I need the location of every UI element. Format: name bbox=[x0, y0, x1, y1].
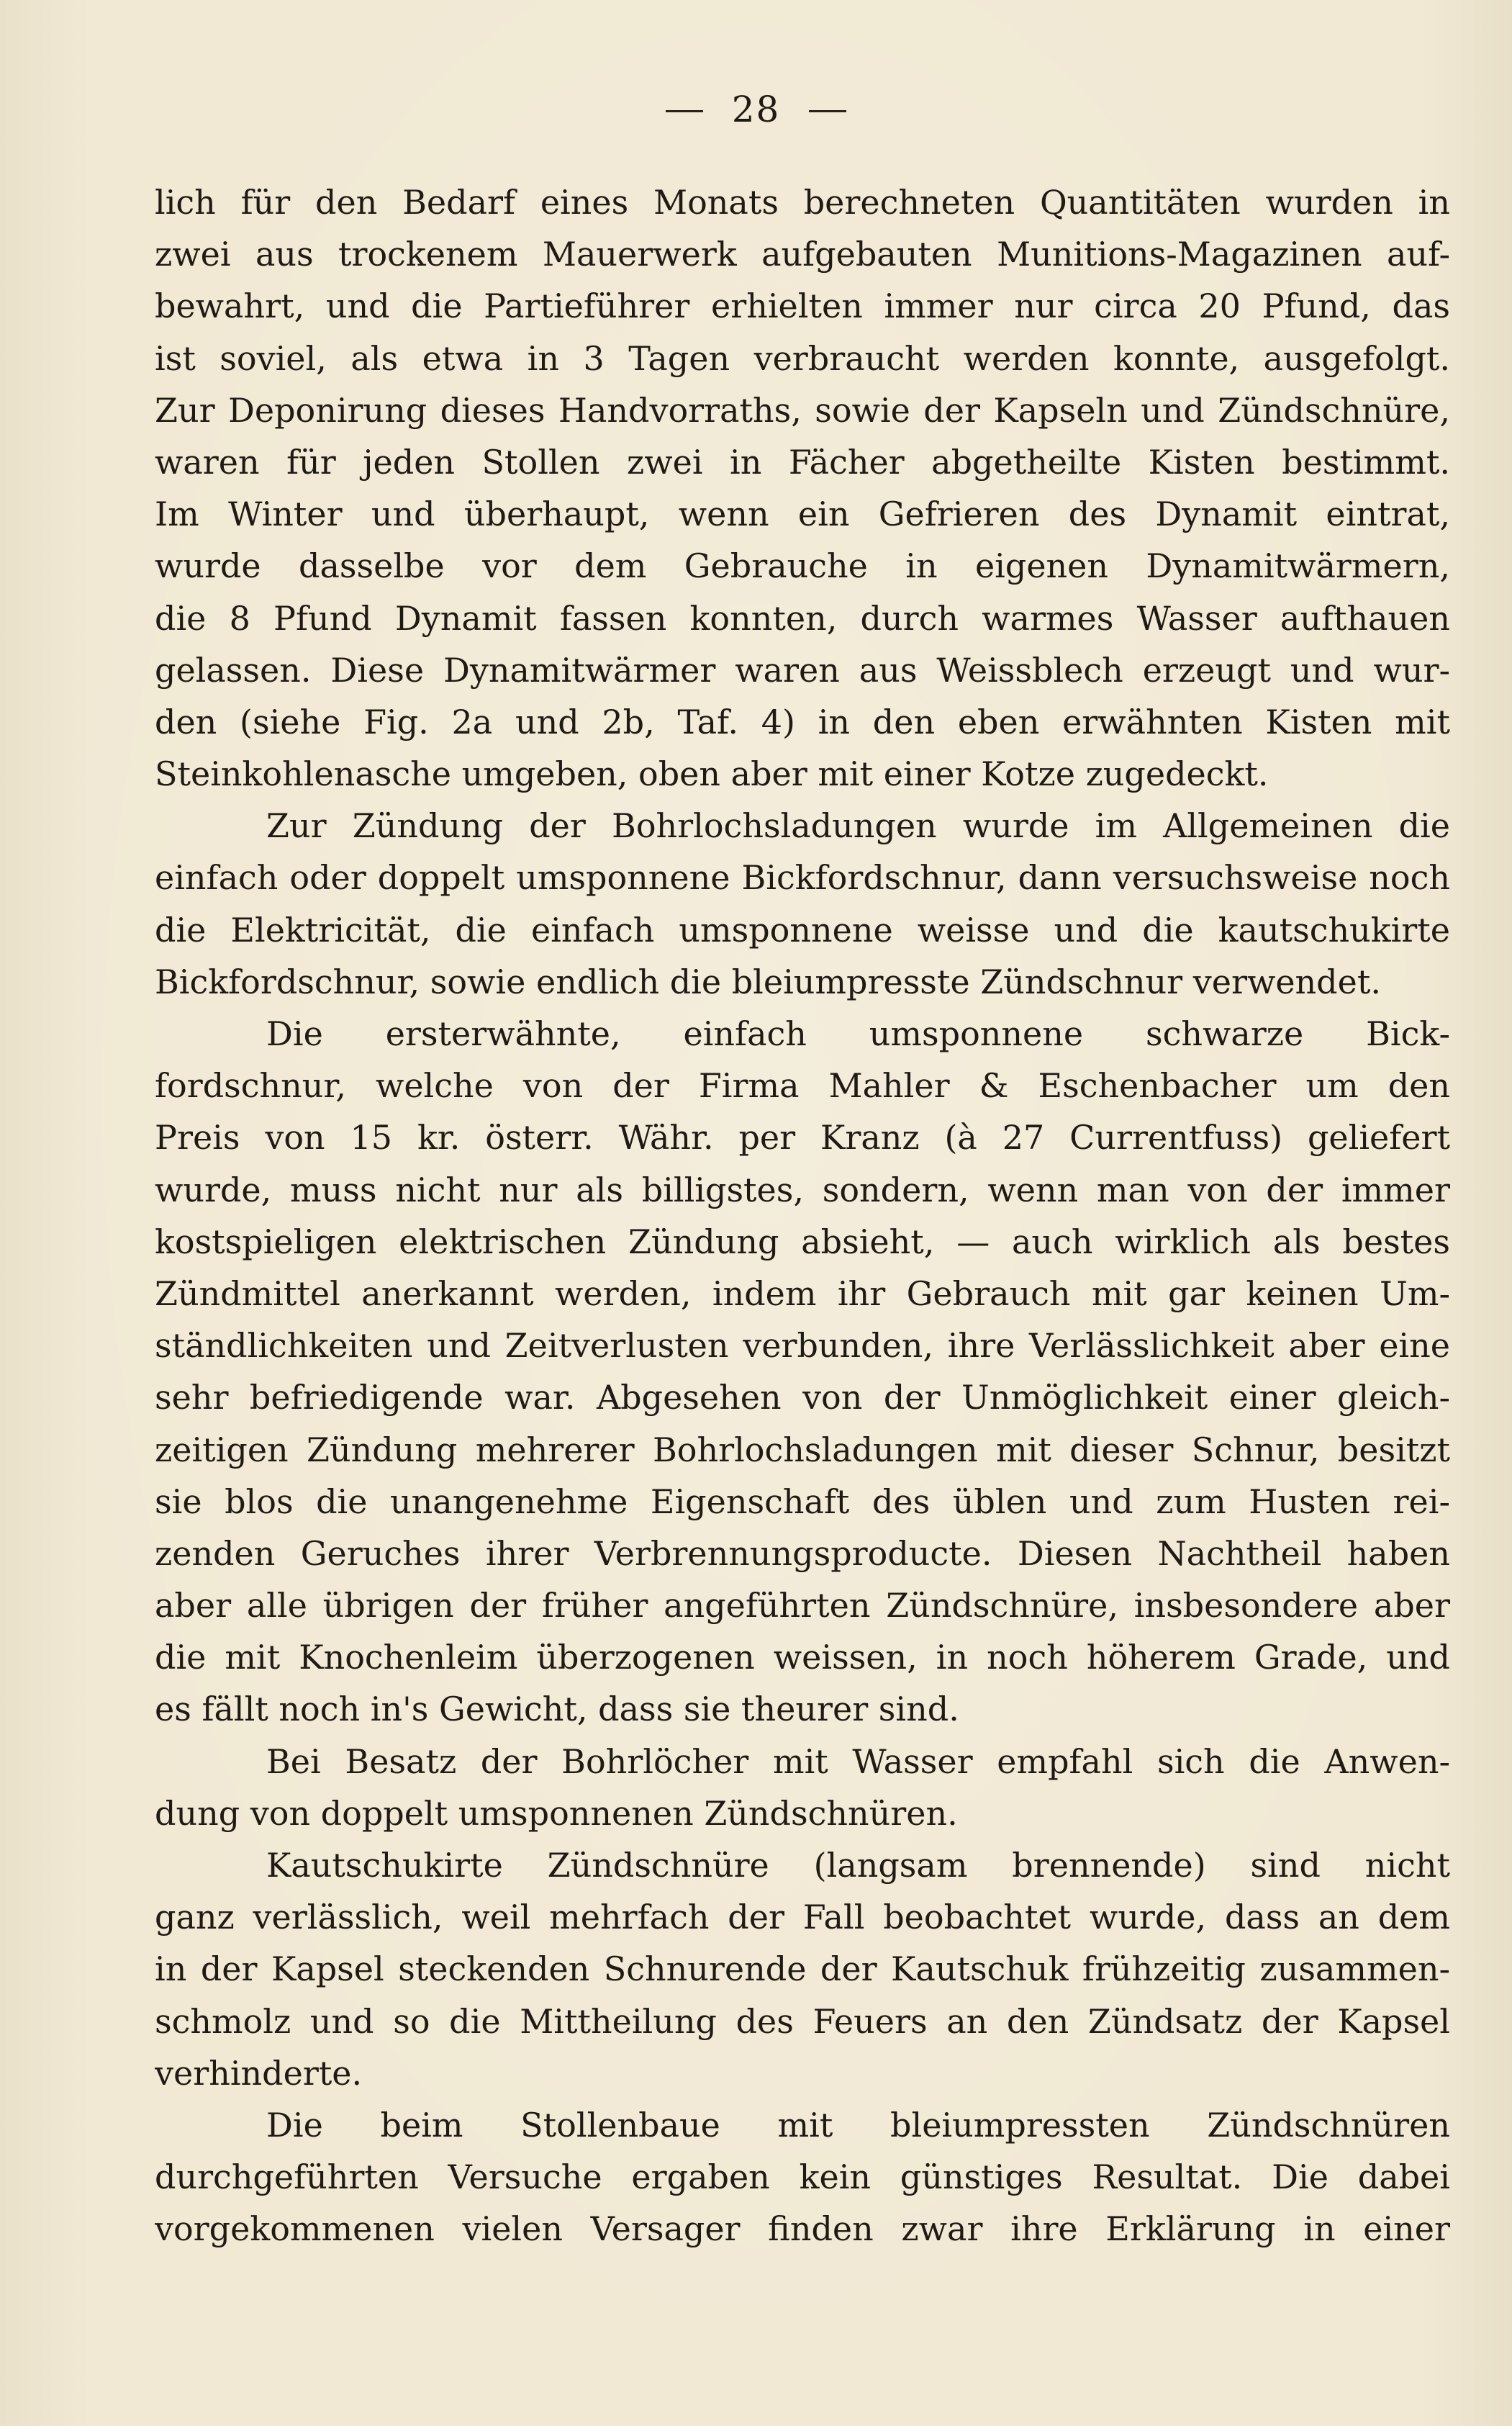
text-line: wurde dasselbe vor dem Gebrauche in eigenen Dynamitwärmern, bbox=[155, 546, 1450, 586]
text-line: sie blos die unangenehme Eigenschaft des üblen und zum Husten rei- bbox=[155, 1482, 1450, 1521]
text-line: einfach oder doppelt umsponnene Bickfordschnur, dann versuchsweise noch bbox=[155, 858, 1450, 898]
text-line: in der Kapsel steckenden Schnurende der Kautschuk frühzeitig zusammen- bbox=[155, 1949, 1450, 1989]
text-line: vorgekommenen vielen Versager finden zwar ihre Erklärung in einer bbox=[155, 2209, 1450, 2249]
text-line: kostspieligen elektrischen Zündung absieht, — auch wirklich als bestes bbox=[155, 1222, 1450, 1261]
page-number-header bbox=[0, 88, 1512, 131]
right-dash bbox=[809, 110, 846, 112]
text-line: waren für jeden Stollen zwei in Fächer abgetheilte Kisten bestimmt. bbox=[155, 442, 1450, 482]
text-line: die Elektricität, die einfach umsponnene weisse und die kautschukirte bbox=[155, 910, 1450, 950]
left-dash bbox=[666, 110, 703, 112]
text-line: ist soviel, als etwa in 3 Tagen verbraucht werden konnte, ausgefolgt. bbox=[155, 338, 1450, 378]
text-line: zeitigen Zündung mehrerer Bohrlochsladungen mit dieser Schnur, besitzt bbox=[155, 1430, 1450, 1469]
body-text bbox=[155, 176, 1450, 2255]
text-line: aber alle übrigen der früher angeführten Zündschnüre, insbesondere aber bbox=[155, 1586, 1450, 1625]
text-line: schmolz und so die Mittheilung des Feuers an den Zündsatz der Kapsel bbox=[155, 2001, 1450, 2041]
text-line: Die ersterwähnte, einfach umsponnene schwarze Bick- bbox=[266, 1014, 1450, 1053]
text-line: wurde, muss nicht nur als billigstes, sondern, wenn man von der immer bbox=[155, 1170, 1450, 1209]
text-line: zwei aus trockenem Mauerwerk aufgebauten Munitions-Magazinen auf- bbox=[155, 235, 1450, 274]
text-line: Die beim Stollenbaue mit bleiumpressten Zündschnüren bbox=[266, 2105, 1450, 2145]
text-line: zenden Geruches ihrer Verbrennungsproducte. Diesen Nachtheil haben bbox=[155, 1533, 1450, 1573]
text-line: die mit Knochenleim überzogenen weissen, in noch höherem Grade, und bbox=[155, 1638, 1450, 1677]
text-line: sehr befriedigende war. Abgesehen von der Unmöglichkeit einer gleich- bbox=[155, 1378, 1450, 1417]
text-line: Preis von 15 kr. österr. Währ. per Kranz (à 27 Currentfuss) geliefert bbox=[155, 1118, 1450, 1158]
text-line: gelassen. Diese Dynamitwärmer waren aus Weissblech erzeugt und wur- bbox=[155, 650, 1450, 690]
text-line: den (siehe Fig. 2a und 2b, Taf. 4) in den eben erwähnten Kisten mit bbox=[155, 702, 1450, 741]
text-line: Bei Besatz der Bohrlöcher mit Wasser empfahl sich die Anwen- bbox=[266, 1741, 1450, 1781]
text-line: durchgeführten Versuche ergaben kein günstiges Resultat. Die dabei bbox=[155, 2157, 1450, 2197]
text-line: Kautschukirte Zündschnüre (langsam brennende) sind nicht bbox=[266, 1846, 1450, 1885]
text-line: verhinderte. bbox=[155, 2053, 363, 2093]
text-line: lich für den Bedarf eines Monats berechneten Quantitäten wurden in bbox=[155, 183, 1450, 222]
text-line: Im Winter und überhaupt, wenn ein Gefrieren des Dynamit eintrat, bbox=[155, 495, 1450, 534]
text-line: bewahrt, und die Partieführer erhielten immer nur circa 20 Pfund, das bbox=[155, 287, 1450, 326]
text-line: die 8 Pfund Dynamit fassen konnten, durch warmes Wasser aufthauen bbox=[155, 598, 1450, 638]
page-number: 28 bbox=[731, 89, 781, 130]
text-line: es fällt noch in's Gewicht, dass sie theurer sind. bbox=[155, 1690, 959, 1729]
text-line: Zündmittel anerkannt werden, indem ihr Gebrauch mit gar keinen Um- bbox=[155, 1273, 1450, 1313]
text-line: ganz verlässlich, weil mehrfach der Fall beobachtet wurde, dass an dem bbox=[155, 1898, 1450, 1937]
text-line: fordschnur, welche von der Firma Mahler & Eschenbacher um den bbox=[155, 1066, 1450, 1106]
text-line: Steinkohlenasche umgeben, oben aber mit einer Kotze zugedeckt. bbox=[155, 754, 1269, 794]
text-line: dung von doppelt umsponnenen Zündschnüren. bbox=[155, 1793, 958, 1833]
text-line: Zur Zündung der Bohrlochsladungen wurde im Allgemeinen die bbox=[266, 806, 1450, 846]
text-line: Bickfordschnur, sowie endlich die bleiumpresste Zündschnur verwendet. bbox=[155, 962, 1381, 1001]
text-line: ständlichkeiten und Zeitverlusten verbunden, ihre Verlässlichkeit aber eine bbox=[155, 1326, 1450, 1366]
text-line: Zur Deponirung dieses Handvorraths, sowie der Kapseln und Zündschnüre, bbox=[155, 390, 1450, 430]
